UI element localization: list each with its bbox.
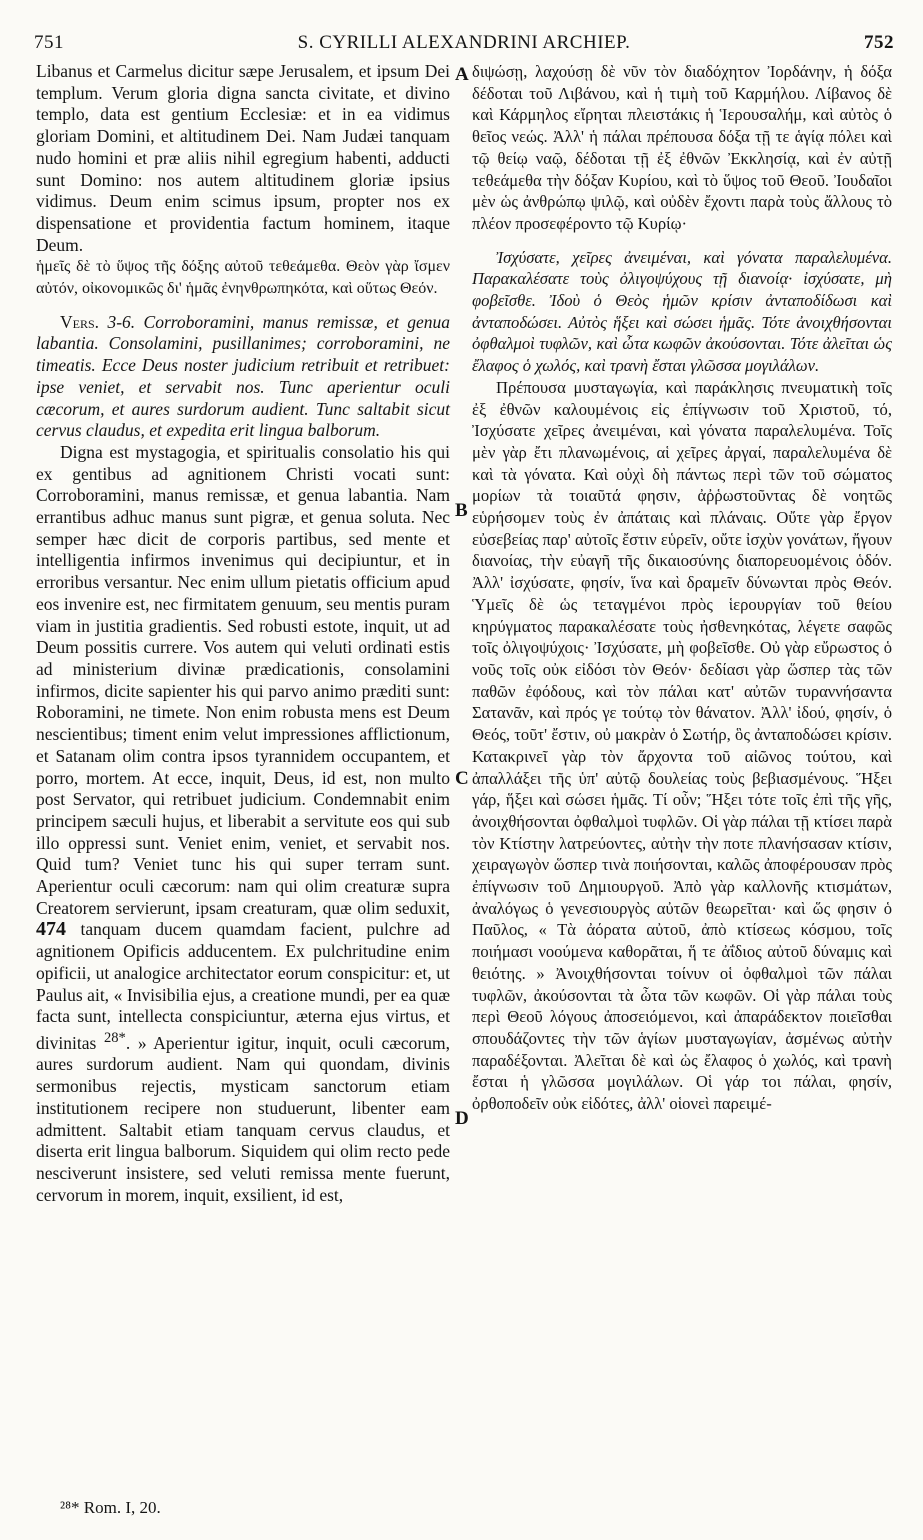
latin-paragraph-2-part-b: tanquam ducem quamdam facient, pulchre ad agnitionem Opificis adducentem. Ex pulchritudine enim opificii, ut analogice architectator eorum conspicitur: et, ut Paulus ait, « Invisibilia ejus, a creatione mundi, per ea quæ facta sunt, intellecta conspiciuntur, æterna ejus virtus, et divinitas: [36, 919, 451, 1053]
section-marker-b: B: [455, 500, 468, 521]
greek-paragraph-1: διψώσῃ, λαχούσῃ δὲ νῦν τὸν διαδόχητον Ἰορδάνην, ἡ δόξα δέδοται τοῦ Λιβάνου, καὶ ἡ τιμὴ τοῦ Καρμήλου. Λίβανος δὲ καὶ Κάρμηλος εἴρηται πλειστάκις ἡ Ἱερουσαλήμ, καὶ αὐτὸς ὁ θεῖος νεώς. Ἀλλ' ἡ πάλαι πρέπουσα δόξα τῇ τε ἁγίᾳ πόλει καὶ τῷ θείῳ ναῷ, δέδοται τῇ ἐξ ἐθνῶν Ἐκκλησίᾳ, καὶ ἐν αὐτῇ τεθεάμεθα τὴν δόξαν Κυρίου, καὶ τὸ ὕψος τοῦ Θεοῦ. Ἰουδαῖοι μὲν ὡς ἀνθρώπῳ ψιλῷ, καὶ οὐδὲν ἔχοντι παρὰ τοὺς ἄλλους τὸ πλέον προσεφέροντο τῷ Κυρίῳ·: [472, 62, 892, 233]
greek-column: [472, 61, 892, 1115]
latin-paragraph-2-part-a: Digna est mystagogia, et spiritualis consolatio his qui ex gentibus ad agnitionem Christi vocati sunt: Corroboramini, manus remissæ, et genua labantia. Nam errantibus adhuc manus sunt pigræ, et genua soluta. Nec semper hæc dicit de corporis partibus, sed mente et intelligentia infirmos invenimus qui decipiuntur, et in erroribus versantur. Nec enim ullum pietatis officium apud eos invenire est, nec firmitatem genuum, seu mentis puram viam in justitia gradientis. Sed robusti estote, inquit, ut ad Deum possitis currere. Vos autem qui veluti ordinati estis ad ministerium divinæ prædicationis, consolamini infirmos, dicite sapienter his qui parvo animo præditi sunt: Roboramini, ne timete. Non enim robusta mens est Deum nescientibus; timent enim velut impressiones afflictionum, et Satanam olim contra ipsos tyrannidem occupantem, et porro, mortem. At ecce, inquit, Deus, id est, non multo post Servator, qui retribuet judicium. Condemnabit enim principem sæculi hujus, et liberabit a servitute eos qui sub illo oppressi sunt. Veniet enim, veniet, et servabit nos. Quid tum? Veniet tunc his qui super terram sunt. Aperientur oculi cæcorum: nam qui olim creaturæ supra Creatorem servierunt, ipsam creaturam, quæ olim seduxit,: [36, 441, 450, 918]
greek-paragraph-2: Πρέπουσα μυσταγωγία, καὶ παράκλησις πνευματικὴ τοῖς ἐξ ἐθνῶν καλουμένοις εἰς ἐπίγνωσιν τοῦ Χριστοῦ, τό, Ἰσχύσατε χεῖρες ἀνειμέναι, καὶ γόνατα παραλελυμένα. Τοῖς μὲν γὰρ ἔτι πλανωμένοις, αἱ χεῖρες ἀργαί, παραλελυμένα δὲ καὶ τὰ γόνατα. Καὶ οὐχὶ δὴ πάντως περὶ τῶν τοῦ σώματος μορίων τὰ τοιαῦτά φησιν, ἀῤῥωστοῦντας δὲ νοητῶς εὑρήσομεν τοὺς ἐν ἀπάταις καὶ πλάναις. Οὔτε γὰρ ἔργον εὐσεβείας παρ' αὐτοῖς ἔστιν εὑρεῖν, οὔτε ἰσχὺν γονάτων, ἤγουν διανοίας, τὴν εὐαγῆ τῆς δικαιοσύνης διαπορευομένοις ὁδόν. Ἀλλ' ἰσχύσατε, φησίν, ἵνα καὶ δραμεῖν δύνωνται πρὸς Θεόν. Ὑμεῖς δὲ ὡς τεταγμένοι πρὸς ἱερουργίαν τοῦ θείου κηρύγματος παρακαλέσατε τοὺς ἠσθενηκότας, λέγετε σαφῶς τοῖς ὀλιγοψύχοις· Ἰσχύσατε, μὴ φοβεῖσθε. Οὐ γὰρ εὔρωστος ὁ νοῦς τοῖς οὐκ εἰδόσι τὸν Θεόν· δεδίασι γὰρ ὥσπερ τὰς τῶν παθῶν ἐφόδους, καὶ τὸν πάλαι κατ' αὐτῶν τυραννήσαντα Σατανᾶν, καὶ πρός γε τούτῳ τὸν θάνατον. Ἀλλ' ἰδού, φησίν, ὁ Θεός, τοῦτ' ἔστιν, οὐ μακρὰν ὁ Σωτήρ, ὃς ἀνταποδώσει κρίσιν. Κατακρινεῖ γὰρ τὸν ἄρχοντα τοῦ αἰῶνος τούτου, καὶ ἀπαλλάξει τῆς ὑπ' αὐτῷ δουλείας τοὺς βεβιασμένους. Ἥξει γάρ, ἥξει καὶ σώσει ἡμᾶς. Τί οὖν; Ἥξει τότε τοῖς ἐπὶ τῆς γῆς, ἀνοιχθήσονται ὀφθαλμοὶ τυφλῶν. Οἱ γὰρ πάλαι τῇ κτίσει παρὰ τὸν Κτίστην λατρεύοντες, αὐτὴν τὴν ποτε πλανήσασαν κτίσιν, χειραγωγὸν ὥσπερ τινὰ ποιήσονται, καλῶς ἀποφέρουσαν πρὸς ἐπίγνωσιν τοῦ Δημιουργοῦ. Ἀπὸ γὰρ καλλονῆς κτισμάτων, ἀναλόγως ὁ γενεσιουργὸς αὐτῶν θεωρεῖται· καὶ ὥς φησιν ὁ Παῦλος, « Τὰ ἀόρατα αὐτοῦ, ἀπὸ κτίσεως κόσμου, τοῖς ποιήμασι νοούμενα καθορᾶται, ἥ τε ἀΐδιος αὐτοῦ δύναμις καὶ θειότης. » Ἀνοιχθήσονται τοίνυν οἱ ὀφθαλμοὶ τῶν πάλαι τυφλῶν, ἀκούσονται τὰ ὦτα τῶν κωφῶν. Οἱ γὰρ πάλαι τοὺς περὶ Θεοῦ λόγους ἀποσειόμενοι, καὶ ἀπαράδεκτον ποιεῖσθαι σπουδάζοντες τὴν τῶν ἁγίων μυσταγωγίαν, ἀσμένως αὐτὴν παραδέξονται. Ἀλεῖται δὲ καὶ ὡς ἔλαφος ὁ χωλός, καὶ τρανὴ ἔσται ἡ γλῶσσα μογιλάλων. Οἱ γάρ τοι πάλαι, φησίν, ὀρθοποδεῖν οὐκ εἰδότες, ἀλλ' οἱονεὶ παρειμέ-: [472, 377, 892, 1114]
latin-paragraph-2: [36, 442, 450, 1206]
section-marker-a: A: [455, 64, 469, 85]
latin-paragraph-2-part-c: . » Aperientur igitur, inquit, oculi cæcorum, aures surdorum audient. Nam qui quondam, divinis sermonibus rejectis, mysticam sanctorum etiam institutionem recipere non studuerunt, libenter eam admittent. Saltabit etiam tanquam cervus claudus, et diserta erit lingua balborum. Siquidem qui olim recto pede nesciverunt insistere, sed veluti remissa mente fuerunt, cervorum in morem, inquit, exsilient, id est,: [36, 1032, 450, 1205]
verse-block: [36, 312, 450, 442]
column-number: 474: [36, 918, 66, 941]
latin-column: [36, 61, 450, 1206]
page-header: [34, 32, 894, 58]
section-marker-c: C: [455, 768, 469, 789]
running-title: S. CYRILLI ALEXANDRINI ARCHIEP.: [297, 32, 631, 53]
greek-verse-text: Ἰσχύσατε, χεῖρες ἀνειμέναι, καὶ γόνατα παραλελυμένα. Παρακαλέσατε τοὺς ὀλιγοψύχους τῇ διανοίᾳ· ἰσχύσατε, μὴ φοβεῖσθε. Ἰδοὺ ὁ Θεὸς ἡμῶν κρίσιν ἀνταποδίδωσι καὶ ἀνταποδώσει. Αὐτὸς ἥξει καὶ σώσει ἡμᾶς. Τότε ἀνοιχθήσονται ὀφθαλμοὶ τυφλῶν, καὶ ὦτα κωφῶν ἀκούσονται. Τότε ἀλεῖται ὡς ἔλαφος ὁ χωλός, καὶ τρανὴ ἔσται γλῶσσα μογιλάλων.: [472, 247, 892, 376]
page-number-left: 751: [34, 32, 64, 53]
latin-paragraph-1: Libanus et Carmelus dicitur sæpe Jerusalem, et ipsum Dei templum. Verum gloria digna sancta civitate, et divino templo, data est gentium Ecclesiæ: et in ea vidimus gloriam Domini, et altitudinem Dei. Nam Judæi tanquam nudo homini et præ aliis nihil egregium habenti, adducti sunt Domino: nos autem altitudinem gloriæ ipsius vidimus. Deum enim scimus ipsum, propter nos ex dispensatione et providentia factum hominem, itaque Deum.: [36, 61, 450, 255]
page-number-right: 752: [864, 32, 894, 53]
footnote: ²⁸* Rom. I, 20.: [60, 1498, 161, 1517]
section-marker-d: D: [455, 1108, 469, 1129]
verse-text: 3-6. Corroboramini, manus remissæ, et genua labantia. Consolamini, pusillanimes; corroboramini, ne timeatis. Ecce Deus noster judicium retribuit et retribuet: ipse veniet, et servabit nos. Tunc aperientur oculi cæcorum, et aures surdorum audient. Tunc saltabit sicut cervus claudus, et expedita erit lingua balborum.: [36, 311, 451, 441]
greek-continuation: ἡμεῖς δὲ τὸ ὕψος τῆς δόξης αὐτοῦ τεθεάμεθα. Θεὸν γὰρ ἴσμεν αὐτόν, οἰκονομικῶς δι' ἡμᾶς ἐνηνθρωπηκότα, καὶ οὕτως Θεόν.: [36, 258, 450, 298]
footnote-reference: 28*: [103, 1029, 126, 1046]
verse-label: Vers.: [60, 311, 100, 332]
